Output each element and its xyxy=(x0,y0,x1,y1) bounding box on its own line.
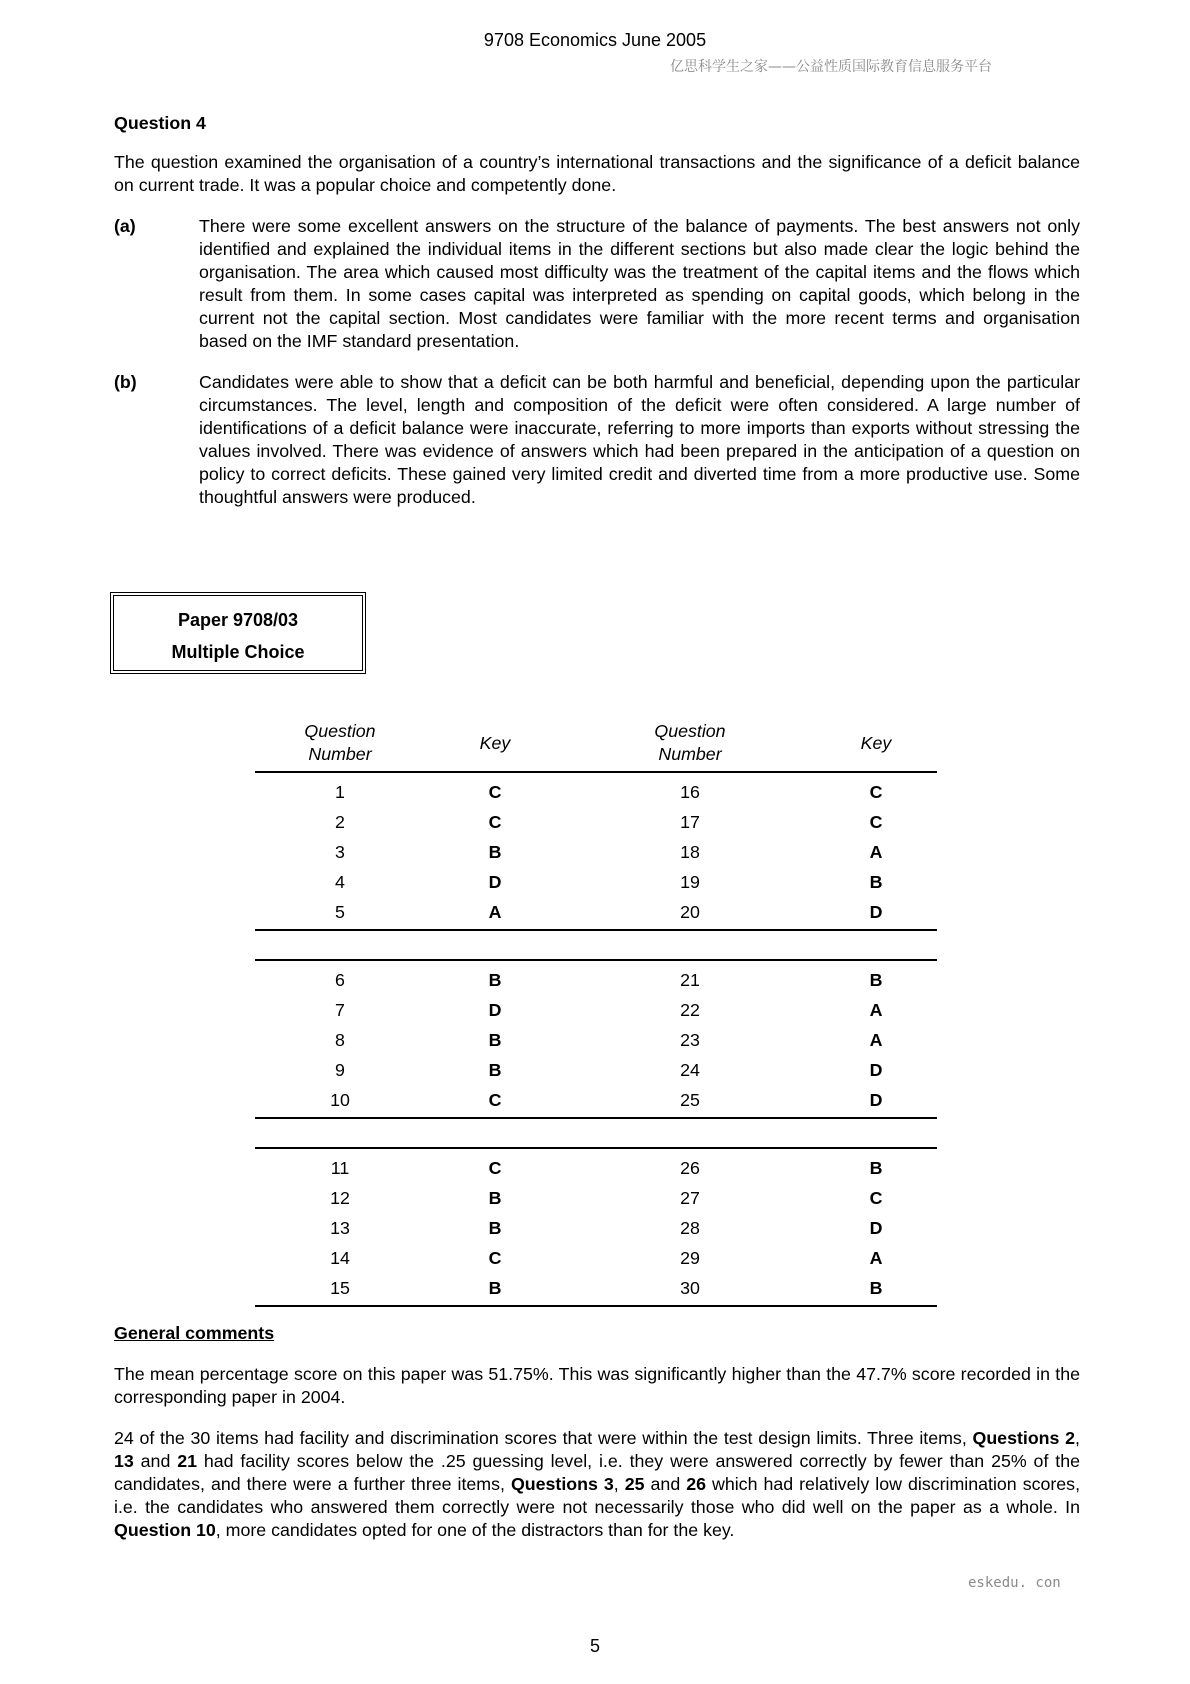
question-number-cell: 13 xyxy=(330,1217,350,1238)
table-row xyxy=(255,1243,937,1273)
question-intro: The question examined the organisation of a country’s international transactions and the significance of a deficit balance on current trade. It was a popular choice and competently done. xyxy=(114,152,1080,195)
question-number-cell: 30 xyxy=(680,1277,700,1298)
question-number-cell: 19 xyxy=(680,871,700,892)
key-cell: C xyxy=(488,1157,502,1178)
table-header xyxy=(255,715,937,773)
paper-box xyxy=(110,592,366,674)
table-body xyxy=(255,773,937,1307)
key-cell: B xyxy=(488,841,502,862)
key-cell: C xyxy=(869,1187,883,1208)
question-number-cell: 22 xyxy=(680,999,700,1020)
table-row xyxy=(255,777,937,807)
page-number: 5 xyxy=(589,1636,600,1656)
header-question-number xyxy=(255,720,425,766)
key-cell: B xyxy=(869,1277,883,1298)
table-group xyxy=(255,1147,937,1307)
question-number-cell: 24 xyxy=(680,1059,700,1080)
key-cell: C xyxy=(488,1089,502,1110)
question-title: Question 4 xyxy=(114,113,206,133)
question-number-cell: 4 xyxy=(335,871,345,892)
table-group xyxy=(255,773,937,931)
key-cell: D xyxy=(488,871,502,892)
general-comments-section xyxy=(114,1322,1080,1560)
question-number-cell: 3 xyxy=(335,841,345,862)
question-number-cell: 29 xyxy=(680,1247,700,1268)
question-number-cell: 26 xyxy=(680,1157,700,1178)
question-number-cell: 21 xyxy=(680,969,700,990)
item-label: (b) xyxy=(114,372,137,392)
question-number-cell: 10 xyxy=(330,1089,350,1110)
key-cell: D xyxy=(488,999,502,1020)
question-4-section xyxy=(114,112,1080,527)
item-label: (a) xyxy=(114,216,136,236)
question-number-cell: 23 xyxy=(680,1029,700,1050)
table-row xyxy=(255,995,937,1025)
table-row xyxy=(255,1183,937,1213)
paper-type: Multiple Choice xyxy=(171,642,305,662)
key-cell: B xyxy=(488,1277,502,1298)
general-para-1: The mean percentage score on this paper was 51.75%. This was significantly higher than the 47.7% score recorded in the corresponding paper in 2004. xyxy=(114,1364,1080,1407)
key-cell: C xyxy=(488,781,502,802)
table-row xyxy=(255,897,937,927)
question-number-cell: 8 xyxy=(335,1029,345,1050)
question-number-cell: 7 xyxy=(335,999,345,1020)
key-cell: A xyxy=(869,999,883,1020)
item-b xyxy=(114,371,1080,509)
key-cell: D xyxy=(869,1089,883,1110)
table-group xyxy=(255,959,937,1119)
key-cell: C xyxy=(869,781,883,802)
header-question-line2: Number xyxy=(308,744,372,764)
general-para-2: 24 of the 30 items had facility and discrimination scores that were within the test design limits. Three items, Questions 2, 13 and 21 had facility scores below the .25 guessing level, i.e. they were answered correctly by fewer than 25% of the candidates, and there were a further three items, Questions 3, 25 and 26 which had relatively low discrimination scores, i.e. the candidates who answered them correctly were not necessarily those who did well on the paper as a whole. In Question 10, more candidates opted for one of the distractors than for the key. xyxy=(114,1428,1081,1540)
key-cell: A xyxy=(869,1029,883,1050)
key-cell: D xyxy=(869,901,883,922)
key-cell: D xyxy=(869,1059,883,1080)
key-cell: B xyxy=(488,1059,502,1080)
question-number-cell: 15 xyxy=(330,1277,350,1298)
watermark-bottom: eskedu. con xyxy=(968,1575,1061,1591)
watermark-top: 亿思科学生之家——公益性质国际教育信息服务平台 xyxy=(670,59,992,75)
key-cell: B xyxy=(869,969,883,990)
question-number-cell: 20 xyxy=(680,901,700,922)
item-text: Candidates were able to show that a deficit can be both harmful and beneficial, depending upon the particular circumstances. The level, length and composition of the deficit were often considered. A large number of identifications of a deficit balance were inaccurate, referring to more imports than exports without stressing the values involved. There was evidence of answers which had been prepared in the anticipation of a question on policy to correct deficits. These gained very limited credit and diverted time from a more productive use. Some thoughtful answers were produced. xyxy=(199,372,1080,507)
question-number-cell: 6 xyxy=(335,969,345,990)
header-key: Key xyxy=(479,732,511,753)
question-number-cell: 5 xyxy=(335,901,345,922)
key-cell: D xyxy=(869,1217,883,1238)
table-row xyxy=(255,807,937,837)
table-row xyxy=(255,1273,937,1303)
question-number-cell: 17 xyxy=(680,811,700,832)
page-header: 9708 Economics June 2005 xyxy=(483,30,707,50)
header-question-line1: Question xyxy=(654,721,726,741)
table-row xyxy=(255,1055,937,1085)
group-gap xyxy=(255,931,937,959)
question-number-cell: 1 xyxy=(335,781,345,802)
item-a xyxy=(114,215,1080,353)
question-number-cell: 27 xyxy=(680,1187,700,1208)
header-question-line1: Question xyxy=(304,721,376,741)
header-key-2: Key xyxy=(860,732,892,753)
question-number-cell: 9 xyxy=(335,1059,345,1080)
key-cell: B xyxy=(488,1187,502,1208)
question-number-cell: 25 xyxy=(680,1089,700,1110)
question-number-cell: 14 xyxy=(330,1247,350,1268)
key-cell: C xyxy=(488,1247,502,1268)
paper-code: Paper 9708/03 xyxy=(177,610,299,630)
general-comments-title: General comments xyxy=(114,1323,275,1343)
group-gap xyxy=(255,1119,937,1147)
question-number-cell: 18 xyxy=(680,841,700,862)
question-number-cell: 12 xyxy=(330,1187,350,1208)
key-cell: A xyxy=(488,901,502,922)
question-number-cell: 16 xyxy=(680,781,700,802)
key-cell: B xyxy=(869,1157,883,1178)
key-cell: B xyxy=(869,871,883,892)
question-number-cell: 11 xyxy=(330,1157,350,1178)
table-row xyxy=(255,965,937,995)
key-cell: C xyxy=(869,811,883,832)
table-row xyxy=(255,837,937,867)
key-cell: B xyxy=(488,1217,502,1238)
table-row xyxy=(255,1025,937,1055)
key-cell: C xyxy=(488,811,502,832)
key-cell: A xyxy=(869,1247,883,1268)
key-cell: A xyxy=(869,841,883,862)
table-row xyxy=(255,867,937,897)
table-row xyxy=(255,1213,937,1243)
key-cell: B xyxy=(488,969,502,990)
header-question-line2: Number xyxy=(658,744,722,764)
header-question-number-2 xyxy=(565,720,815,766)
table-row xyxy=(255,1153,937,1183)
item-text: There were some excellent answers on the structure of the balance of payments. The best answers not only identified and explained the individual items in the different sections but also made clear the logic behind the organisation. The area which caused most difficulty was the treatment of the capital items and the flows which result from them. In some cases capital was interpreted as spending on capital goods, which belong in the current not the capital section. Most candidates were familiar with the more recent terms and organisation based on the IMF standard presentation. xyxy=(199,216,1080,351)
question-number-cell: 28 xyxy=(680,1217,700,1238)
question-number-cell: 2 xyxy=(335,811,345,832)
key-cell: B xyxy=(488,1029,502,1050)
answer-key-table xyxy=(255,715,937,1307)
table-row xyxy=(255,1085,937,1115)
